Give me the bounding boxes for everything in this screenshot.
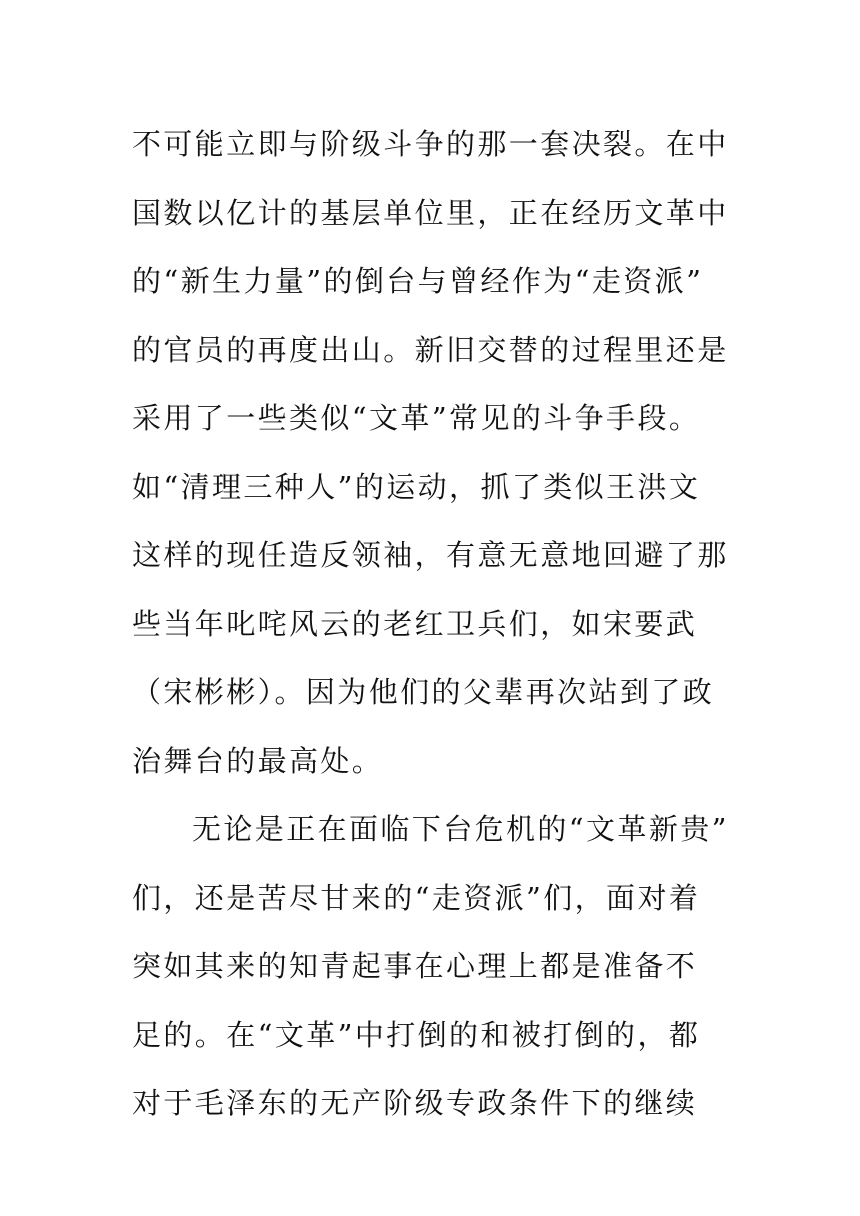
- text-line: 们，还是苦尽甘来的“走资派”们，面对着: [132, 880, 701, 915]
- text-line: 治舞台的最高处。: [132, 743, 384, 778]
- paragraph-2: [132, 795, 732, 1138]
- text-line: 的官员的再度出山。新旧交替的过程里还是: [132, 332, 729, 367]
- text-line: 如“清理三种人”的运动，抓了类似王洪文: [132, 469, 701, 504]
- text-line: 的“新生力量”的倒台与曾经作为“走资派”: [132, 264, 704, 298]
- text-line: 采用了一些类似“文革”常见的斗争手段。: [132, 401, 701, 435]
- text-line: （宋彬彬）。因为他们的父辈再次站到了政: [132, 675, 715, 709]
- text-line: 无论是正在面临下台危机的“文革新贵”: [192, 812, 729, 846]
- text-line: 对于毛泽东的无产阶级专政条件下的继续: [132, 1086, 698, 1120]
- text-line: 突如其来的知青起事在心理上都是准备不: [132, 949, 698, 983]
- paragraph-1: [132, 110, 732, 795]
- text-line: 足的。在“文革”中打倒的和被打倒的，都: [132, 1017, 701, 1052]
- body-text: [132, 110, 732, 1138]
- text-line: 些当年叱咤风云的老红卫兵们，如宋要武: [132, 606, 698, 641]
- text-line: 这样的现任造反领袖，有意无意地回避了那: [132, 538, 729, 572]
- text-line: 不可能立即与阶级斗争的那一套决裂。在中: [132, 127, 729, 161]
- text-line: 国数以亿计的基层单位里，正在经历文革中: [132, 195, 729, 230]
